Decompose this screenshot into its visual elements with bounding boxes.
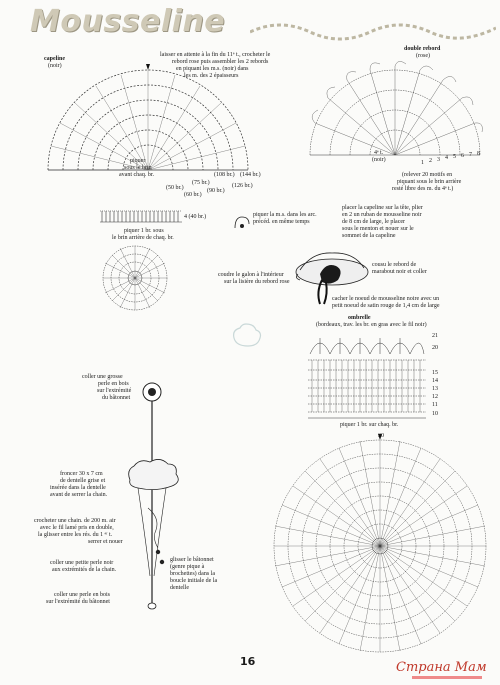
capeline-note-line-1: laisser en attente à la fin du 11ᵉ t., crocheter le [160, 52, 271, 58]
strip-count: 4 (40 br.) [184, 214, 207, 220]
umb-glisser-2: (genre pique à [170, 564, 205, 570]
row-num-14: 14 [432, 378, 438, 384]
double-rebord-chart [300, 60, 490, 165]
ombrelle-circle-chart [262, 434, 500, 656]
umb-froncer-2: de dentelle grise et [60, 478, 106, 484]
strip-note-2: le brin arrière de chaq. br. [112, 235, 174, 241]
umb-petite-perle-1: coller une petite perle noir [50, 560, 114, 566]
double-rebord-row-sub: (noir) [372, 157, 386, 163]
rebord-num-6: 6 [461, 153, 464, 159]
rebord-note-3: resté libre des m. du 4ᵉ t.) [392, 186, 454, 192]
page-number: 16 [240, 655, 256, 668]
hat-place-4: sous le menton et nouer sur le [342, 226, 414, 232]
join-note-2: précéd. en même temps [253, 219, 310, 225]
double-rebord-row: 4ᵉ t. [374, 150, 384, 156]
umb-froncer-3: insérée dans la dentelle [50, 485, 106, 491]
umb-glisser-3: brochettes) dans la [170, 571, 215, 577]
hat-galon-2: sur la lisière du rebord rose [224, 279, 290, 285]
capeline-note-line-3: en piquant les m.s. (noir) dans [176, 66, 249, 72]
double-rebord-subtitle: (rose) [416, 53, 430, 59]
count-60: (60 br.) [184, 192, 202, 198]
row-num-20: 20 [432, 345, 438, 351]
capeline-title: capeline [44, 56, 65, 62]
hat-place-5: sommet de la capeline [342, 233, 396, 239]
hat-place-1: placer la capeline sur la tête, plier [342, 205, 423, 211]
hat-place-2: en 2 un ruban de mousseline noir [342, 212, 422, 218]
hat-galon-1: coudre le galon à l'intérieur [218, 272, 284, 278]
umb-perle-bois-2: sur l'extrémité du bâtonnet [46, 599, 110, 605]
umb-crocheter-3: la glisser entre les rés. du 1 ᵉʳ t. [38, 532, 113, 538]
rebord-note-1: (relever 20 motifs en [402, 172, 453, 178]
count-108: (108 br.) [214, 172, 235, 178]
page-title: Mousseline [30, 4, 226, 39]
umb-crocheter-2: avec le fil lamé pris en double, [40, 525, 114, 531]
row-num-15: 15 [432, 370, 438, 376]
row-num-13: 13 [432, 386, 438, 392]
ombrelle-strip-chart [308, 330, 426, 420]
double-rebord-title: double rebord [404, 46, 441, 52]
umb-froncer-1: froncer 30 x 7 cm [60, 471, 103, 477]
rebord-note-2: piquant sous le brin arrière [397, 179, 462, 185]
ombrelle-title: ombrelle [348, 315, 371, 321]
strip-chart [100, 208, 182, 226]
join-note-1: piquer la m.s. dans les arc. [253, 212, 317, 218]
row-num-21: 21 [432, 333, 438, 339]
rebord-num-8: 8 [477, 151, 480, 157]
hat-cacher-1: cacher le noeud de mousseline noire avec un [332, 296, 440, 302]
ombrelle-note: piquer 1 br. sur chaq. br. [340, 422, 399, 428]
watermark-underline [412, 676, 482, 679]
row-num-12: 12 [432, 394, 438, 400]
rebord-num-7: 7 [469, 152, 472, 158]
title-decoration [250, 14, 496, 44]
hat-cacher-2: petit noeud de satin rouge de 1,4 cm de large [332, 303, 440, 309]
umb-glisser-4: boucle initiale de la [170, 578, 218, 584]
count-75: (75 br.) [192, 180, 210, 186]
capeline-piquer-3: avant chaq. br. [119, 172, 154, 178]
small-circle-chart [100, 243, 170, 313]
umb-glisser-1: glisser le bâtonnet [170, 557, 214, 563]
count-144: (144 br.) [240, 172, 261, 178]
rebord-num-4: 4 [445, 155, 448, 161]
umb-crocheter-1: crocheter une chain. de 200 m. air [34, 518, 116, 524]
rebord-num-5: 5 [453, 154, 456, 160]
row-num-11: 11 [432, 402, 438, 408]
rebord-num-1: 1 [421, 160, 424, 166]
umb-perle-1: coller une grosse [82, 374, 123, 380]
rebord-num-3: 3 [437, 157, 440, 163]
ombrelle-subtitle: (bordeaux, trav. les br. en gras avec le fil noir) [316, 322, 427, 328]
row-num-10: 10 [432, 411, 438, 417]
flower-ghost-icon [228, 320, 264, 350]
watermark-logo: Страна Мам [396, 660, 487, 675]
capeline-note-line-2: rebord rose puis assembler les 2 rebords [172, 59, 269, 65]
umb-glisser-5: dentelle [170, 585, 189, 591]
umb-perle-2: perle en bois [98, 381, 129, 387]
capeline-note-line-4: les m. des 2 épaisseurs [184, 73, 239, 79]
umb-petite-perle-2: aux extrémités de la chain. [52, 567, 117, 573]
hat-place-3: de 8 cm de large, le placer [342, 219, 406, 225]
umb-froncer-4: avant de serrer la chain. [50, 492, 108, 498]
strip-note-1: piquer 1 br. sous [124, 228, 164, 234]
umb-perle-3: sur l'extrémité [97, 388, 132, 394]
hat-marabout-2: marabout noir et coller [372, 269, 427, 275]
count-50: (50 br.) [166, 185, 184, 191]
count-90: (90 br.) [207, 188, 225, 194]
ombrelle-big-number: 30 [378, 433, 384, 439]
capeline-subtitle: (noir) [48, 63, 62, 69]
capeline-piquer-2: sous le brin [124, 165, 152, 171]
umb-perle-bois-1: coller une perle en bois [54, 592, 110, 598]
rebord-num-2: 2 [429, 158, 432, 164]
umb-crocheter-4: serrer et nouer [88, 539, 123, 545]
umb-perle-4: du bâtonnet [102, 395, 131, 401]
join-stitch-icon [232, 214, 252, 232]
count-126: (126 br.) [232, 183, 253, 189]
hat-marabout-1: cousu le rebord de [372, 262, 417, 268]
capeline-piquer-1: piquer [130, 158, 146, 164]
